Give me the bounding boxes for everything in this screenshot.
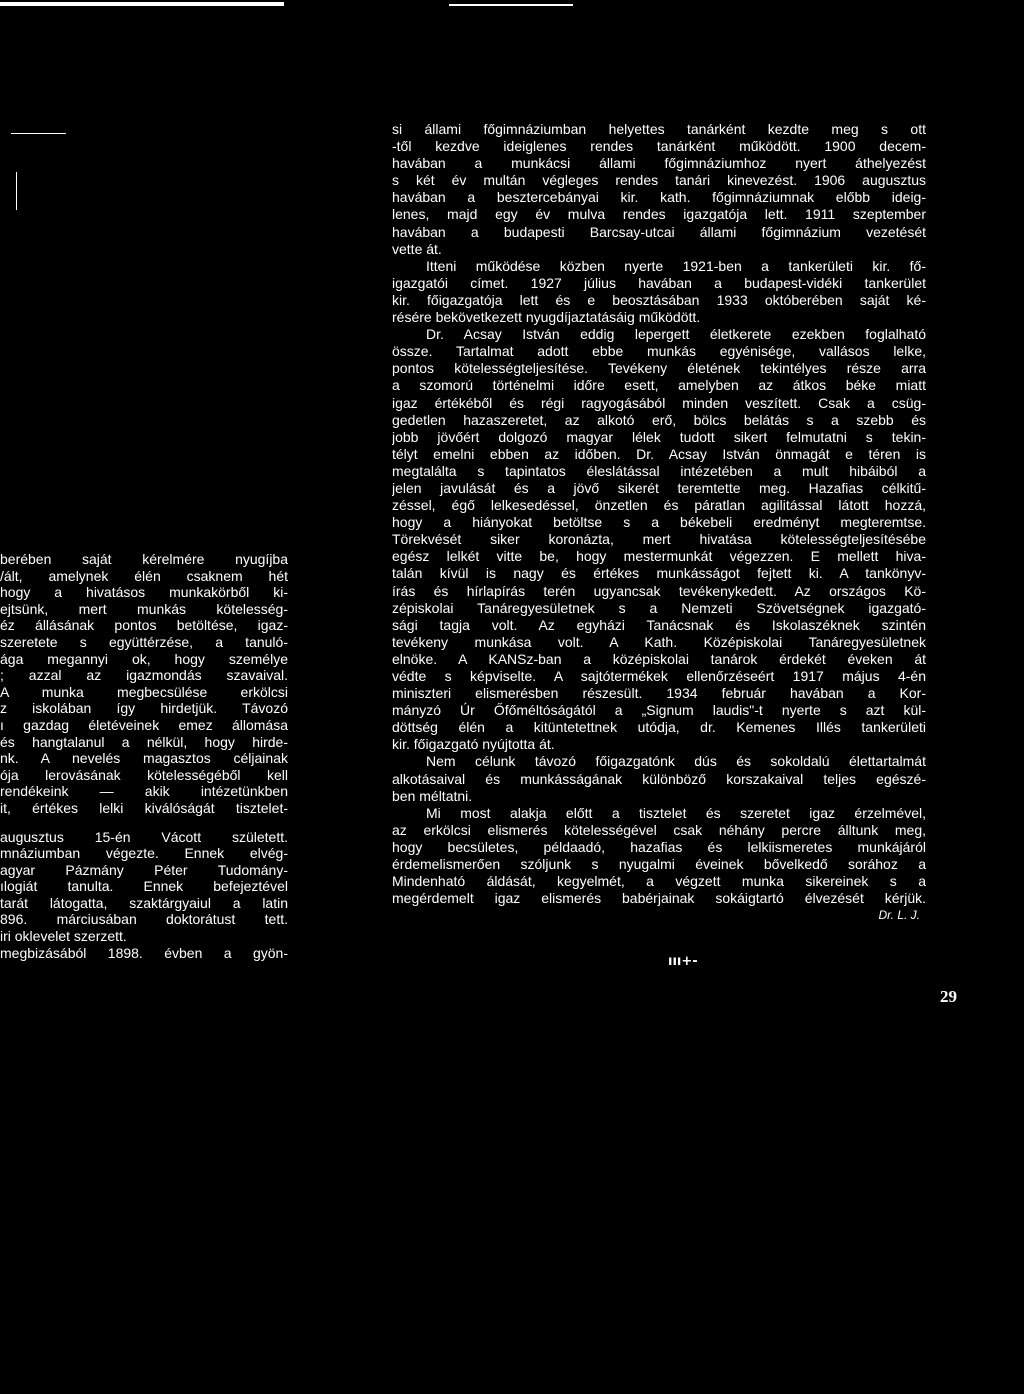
left-line: és hangtalanul a nélkül, hogy hirde- (0, 733, 288, 750)
left-line: agyar Pázmány Péter Tudomány- (0, 861, 288, 878)
page-number: 29 (940, 987, 957, 1006)
right-line: s két év multán végleges rendes tanári kinevezést. 1906 augusztus (392, 172, 926, 189)
left-line: mnáziumban végezte. Ennek elvég- (0, 845, 288, 862)
right-line: alkotásaival és munkásságának különböző korszakaival teljes egészé- (392, 770, 926, 787)
left-column (0, 551, 288, 961)
right-line: érdemelismerően szóljunk s nyugalmi éveinek bővelkedő sorához a (392, 856, 926, 873)
right-line: írás és hírlapírás terén ugyancsak tevékenykedett. Az országos Kö- (392, 582, 926, 599)
right-line: -től kezdve ideiglenes rendes tanárként működött. 1900 decem- (392, 138, 926, 155)
right-line: si állami főgimnáziumban helyettes tanárként kezdte meg s ott (392, 121, 926, 137)
section-end-ornament: ııı+- (668, 954, 698, 969)
right-line: télyt emelni ebben az időben. Dr. Acsay István önmagát e téren is (392, 445, 926, 462)
right-line: megtalálta s tapintatos éleslátással intézetében a mult hibáiból a (392, 462, 926, 479)
right-line: sági tagja volt. Az egyházi Tanácsnak és Iskolaszéknek szintén (392, 616, 926, 633)
right-line: igaz értékéből és régi ragyogásából minden veszített. Csak a csüg- (392, 394, 926, 411)
right-line: jobb jövőért dolgozó magyar lélek tudott sikert felmutatni s tekin- (392, 428, 926, 445)
left-line: z iskolában így hirdetjük. Távozó (0, 700, 288, 717)
right-line: résére bekövetkezett nyugdíjaztatásáig működött. (392, 309, 701, 326)
left-line: ejtsünk, mert munkás kötelesség- (0, 600, 288, 617)
right-line: hogy becsületes, példaadó, hazafias és lelkiismeretes munkájáról (392, 838, 926, 855)
short-rule (11, 133, 66, 134)
right-line: pontos kötelességteljesítése. Tevékeny életének tekintélyes része arra (392, 360, 926, 377)
right-line: Nem célunk távozó főigazgatónk dús és sokoldalú élettartalmát (426, 753, 926, 770)
right-line: lenes, majd egy év mulva rendes igazgatója lett. 1911 szeptember (392, 206, 926, 223)
left-line: tarát látogatta, szaktárgyaiul a latin (0, 894, 288, 911)
left-line: rendékeink — akik intézetünkben (0, 783, 288, 800)
left-line: ; azzal az igazmondás szavaival. (0, 667, 288, 684)
right-line: Mi most alakja előtt a tisztelet és szeretet igaz érzelmével, (426, 804, 926, 821)
right-line: össze. Tartalmat adott ebbe munkás egyénisége, vallásos lelke, (392, 343, 926, 360)
right-line: Törekvését siker koronázta, mert hivatása kötelességteljesítésébe (392, 531, 926, 548)
right-line: zépiskolai Tanáregyesületnek s a Nemzeti Szövetségnek igazgató- (392, 599, 926, 616)
left-line: 896. márciusában doktorátust tett. (0, 911, 288, 928)
right-line: kir. főigazgató nyújtotta át. (392, 736, 555, 753)
left-line: éz állásának pontos betöltése, igaz- (0, 617, 288, 634)
left-line: hogy a hivatásos munkakörből ki- (0, 584, 288, 601)
top-rule-right (449, 4, 573, 6)
left-line: megbizásából 1898. évben a gyön- (0, 944, 288, 961)
right-line: hogy a hiányokat betöltse s a békebeli eredményt megteremtse. (392, 514, 926, 531)
right-line: gedetlen hazaszeretet, az alkotó erő, bölcs belátás s a szebb és (392, 411, 926, 428)
right-line: zéssel, égő lelkesedéssel, önzetlen és páratlan agilitással látott hozzá, (392, 497, 926, 514)
right-line: Mindenható áldását, kegyelmét, a végzett munka sikereinek s a (392, 873, 926, 890)
right-line: védte s képviselte. A sajtótermékek ellenőrzéseért 1917 május 4-én (392, 668, 926, 684)
left-line: berében saját kérelmére nyugíjba (0, 551, 288, 567)
left-line: ága megannyi ok, hogy személye (0, 650, 288, 667)
vertical-mark (16, 172, 17, 210)
right-line: döttség élén a kitüntetettnek utódja, dr. Kemenes Illés tankerületi (392, 719, 926, 736)
left-line: szeretete s együttérzése, a tanuló- (0, 633, 288, 650)
left-line: A munka megbecsülése erkölcsi (0, 683, 288, 700)
right-line: elnöke. A KANSz-ban a középiskolai tanárok érdekét éveken át (392, 650, 926, 667)
right-line: kir. főigazgatója lett és e beosztásában 1933 októberében saját ké- (392, 291, 926, 308)
right-column (392, 121, 926, 924)
right-line: havában a budapesti Barcsay-utcai állami főgimnázium vezetését (392, 223, 926, 240)
right-line: havában a besztercebányai kir. kath. főgimnáziumnak előbb ideig- (392, 189, 926, 206)
right-line: mányzó Úr Őfőméltóságától a „Signum laudis"-t nyerte s azt kül- (392, 702, 926, 719)
right-line: egész lelkét vitte be, hogy mestermunkát végezzen. E mellett hiva- (392, 548, 926, 565)
right-line: havában a munkácsi állami főgimnáziumhoz nyert áthelyezést (392, 155, 926, 172)
right-line: ben méltatni. (392, 787, 473, 804)
right-line: vette át. (392, 240, 442, 257)
left-line: ója lerovásának kötelességéből kell (0, 766, 288, 783)
right-line: az erkölcsi elismerés kötelességével csak néhány percre álltunk meg, (392, 821, 926, 838)
left-line: nk. A nevelés magasztos céljainak (0, 750, 288, 767)
right-line: miniszteri elismerésben részesült. 1934 február havában a Kor- (392, 685, 926, 702)
right-line: Dr. Acsay István eddig lepergett életkerete ezekben foglalható (426, 326, 926, 343)
top-rule-left (0, 2, 284, 6)
right-line: tevékeny munkása volt. A Kath. Középiskolai Tanáregyesületnek (392, 633, 926, 650)
right-line: igazgatói címet. 1927 július havában a budapest-vidéki tankerület (392, 274, 926, 291)
right-line: Itteni működése közben nyerte 1921-ben a tankerületi kir. fő- (426, 257, 926, 274)
right-line: megérdemelt igaz elismerés babérjainak sokáigtartó élvezését kérjük. (392, 890, 926, 907)
author-signature: Dr. L. J. (878, 908, 920, 923)
right-line: talán kívül is nagy és értékes munkásságot fejtett ki. A tankönyv- (392, 565, 926, 582)
left-line: iri oklevelet szerzett. (0, 928, 127, 945)
right-line: jelen javulását és a jövő sikerét teremtette meg. Hazafias célkitű- (392, 479, 926, 496)
paragraph-gap (0, 817, 288, 829)
left-line: ılogiát tanulta. Ennek befejeztével (0, 878, 288, 895)
left-line: ı gazdag életéveinek emez állomása (0, 716, 288, 733)
left-line: it, értékes lelki kiválóságát tisztelet- (0, 799, 288, 816)
left-line: /ált, amelynek élén csaknem hét (0, 567, 288, 584)
right-line: a szomorú történelmi időre esett, amelyben az átkos béke miatt (392, 377, 926, 394)
left-line: augusztus 15-én Vácott született. (0, 828, 288, 845)
